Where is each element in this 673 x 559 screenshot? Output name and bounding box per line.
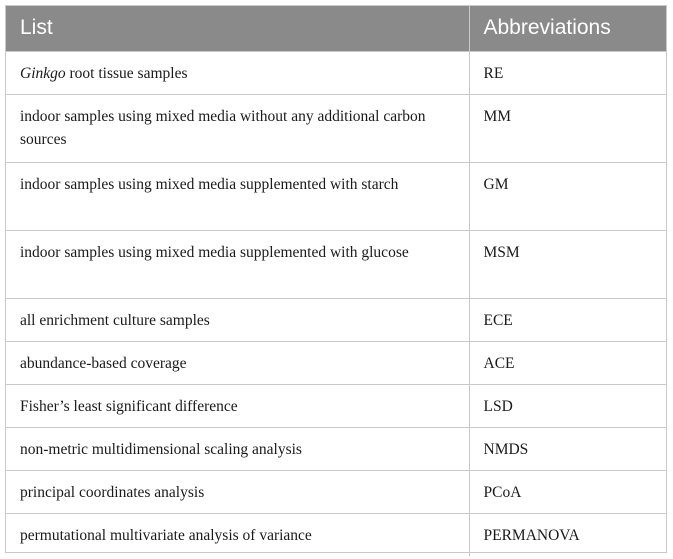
abbreviation-cell: PERMANOVA [469, 513, 666, 556]
list-cell: all enrichment culture samples [6, 298, 469, 341]
list-cell: permutational multivariate analysis of variance [6, 513, 469, 556]
table-row [6, 427, 666, 470]
list-cell: non-metric multidimensional scaling analysis [6, 427, 469, 470]
abbreviation-cell: RE [469, 51, 666, 94]
abbreviation-cell: LSD [469, 384, 666, 427]
table-row [6, 51, 666, 94]
table-row [6, 513, 666, 556]
abbreviation-cell: GM [469, 162, 666, 230]
list-cell: principal coordinates analysis [6, 470, 469, 513]
table-row [6, 94, 666, 162]
list-cell [6, 51, 469, 94]
abbreviations-table-container [5, 5, 667, 553]
list-cell: indoor samples using mixed media without any additional carbon sources [6, 94, 469, 162]
abbreviation-cell: PCoA [469, 470, 666, 513]
table-row [6, 230, 666, 298]
abbreviation-cell: MSM [469, 230, 666, 298]
list-cell: Fisher’s least significant difference [6, 384, 469, 427]
table-header-row [6, 6, 666, 51]
abbreviation-cell: MM [469, 94, 666, 162]
abbreviation-cell: NMDS [469, 427, 666, 470]
table-row [6, 470, 666, 513]
list-cell: indoor samples using mixed media supplemented with starch [6, 162, 469, 230]
abbreviation-cell: ECE [469, 298, 666, 341]
table-row [6, 298, 666, 341]
header-abbreviations: Abbreviations [469, 6, 666, 51]
table-row [6, 162, 666, 230]
abbreviations-table [6, 6, 666, 556]
table-row [6, 341, 666, 384]
list-cell: abundance-based coverage [6, 341, 469, 384]
list-cell-text: root tissue samples [65, 64, 188, 82]
header-list: List [6, 6, 469, 51]
abbreviation-cell: ACE [469, 341, 666, 384]
list-cell: indoor samples using mixed media supplemented with glucose [6, 230, 469, 298]
table-row [6, 384, 666, 427]
list-cell-italic: Ginkgo [20, 64, 66, 82]
